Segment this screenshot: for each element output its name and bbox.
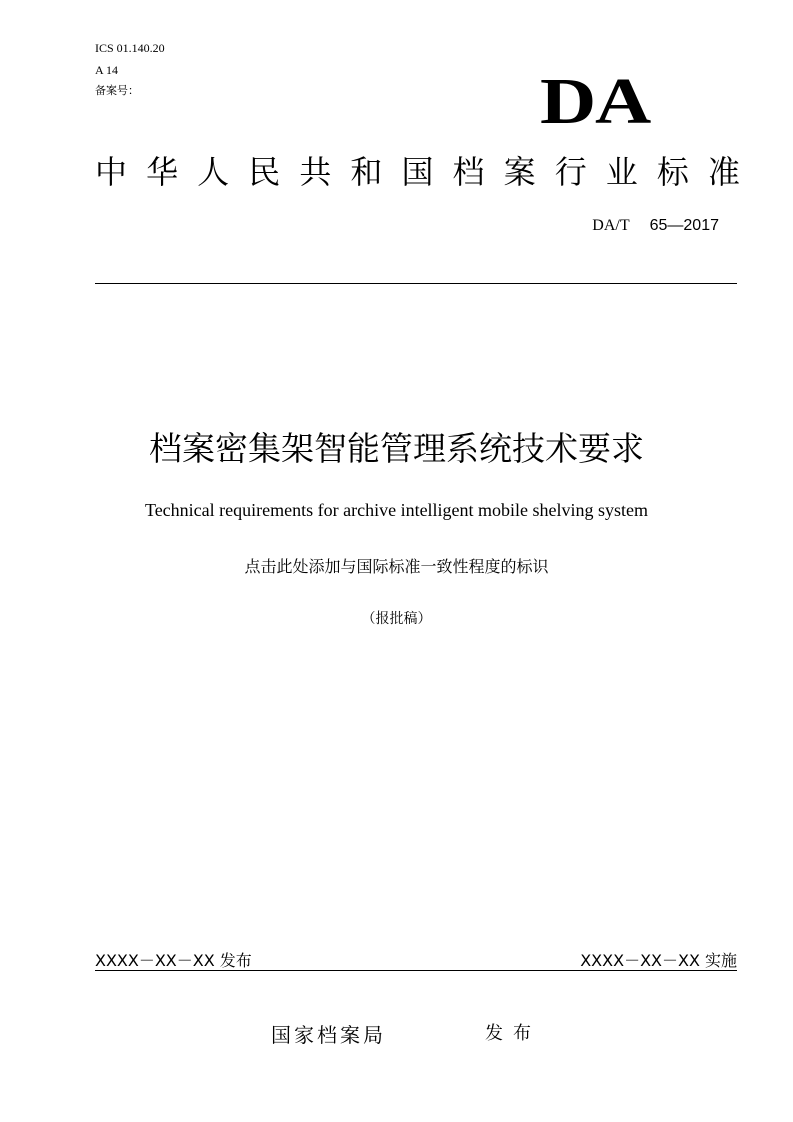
org-title-char: 案	[503, 153, 536, 191]
org-title-char: 档	[452, 153, 485, 191]
implementation-date: XXXX－XX－XX 实施	[580, 951, 737, 970]
org-title-char: 和	[350, 153, 383, 191]
document-title-chinese: 档案密集架智能管理系统技术要求	[149, 429, 644, 468]
org-title-char: 共	[299, 153, 332, 191]
conformity-placeholder[interactable]: 点击此处添加与国际标准一致性程度的标识	[244, 557, 549, 576]
org-title-char: 民	[248, 153, 281, 191]
document-title-english: Technical requirements for archive intelligent mobile shelving system	[144, 500, 649, 520]
publisher-name: 国家档案局	[271, 1023, 386, 1047]
standard-code: DA/T	[592, 217, 630, 234]
org-title-char: 国	[401, 153, 434, 191]
org-title	[95, 152, 740, 192]
da-logo: DA	[540, 65, 651, 138]
org-title-char: 业	[605, 153, 638, 191]
standard-number-value: 65—2017	[649, 217, 719, 234]
org-title-char: 行	[554, 153, 587, 191]
org-title-char: 华	[146, 153, 179, 191]
org-title-char: 标	[656, 153, 689, 191]
ics-code: ICS 01.140.20	[95, 41, 165, 55]
header-divider	[95, 283, 737, 284]
org-title-char: 中	[95, 153, 128, 191]
draft-status: （报批稿）	[361, 611, 432, 627]
standard-number	[592, 216, 719, 236]
footer-divider	[95, 970, 737, 971]
publish-label: 发布	[485, 1023, 541, 1044]
org-title-char: 人	[197, 153, 230, 191]
org-title-char: 准	[707, 153, 740, 191]
record-number-label: 备案号：	[95, 84, 139, 97]
ccs-code: A 14	[95, 63, 119, 77]
issue-date: XXXX－XX－XX 发布	[95, 951, 252, 970]
